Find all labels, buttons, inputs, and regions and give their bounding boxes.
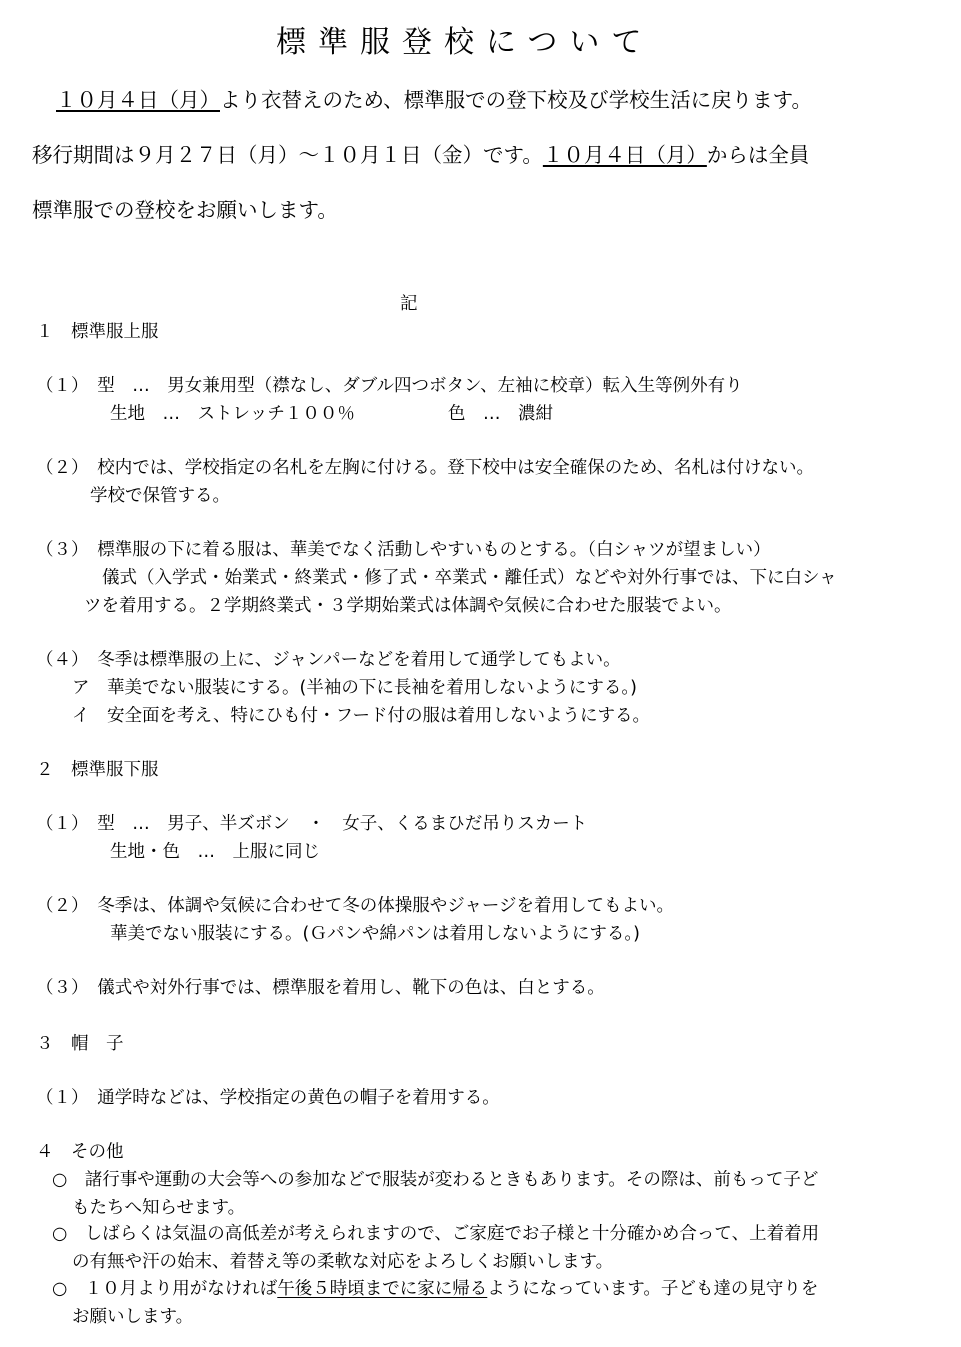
item-4-3-line-1 — [52, 1281, 818, 1299]
section-heading-4: ４ その他 — [36, 1142, 124, 1162]
item-3-1-line-1: （１） 通学時などは、学校指定の黄色の帽子を着用する。 — [36, 1088, 500, 1108]
item-1-3-line-3: ツを着用する。２学期終業式・３学期始業式は体調や気候に合わせた服装でよい。 — [84, 596, 732, 616]
item-4-3-after: ようになっています。子ども達の見守りを — [487, 1279, 819, 1299]
item-4-3-underlined: 午後５時頃までに家に帰る — [277, 1279, 488, 1299]
intro-line-3: 標準服での登校をお願いします。 — [32, 198, 338, 222]
item-2-2-line-2: 華美でない服装にする。(Ｇパンや綿パンは着用しないようにする。) — [110, 924, 640, 944]
page-title: 標準服登校について — [276, 25, 654, 60]
intro-line-2-before: 移行期間は９月２７日（月）～１０月１日（金）です。 — [32, 143, 543, 167]
item-4-3-line-2: お願いします。 — [72, 1307, 194, 1327]
section-heading-1: １ 標準服上服 — [36, 322, 159, 342]
item-1-4-line-3: イ 安全面を考え、特にひも付・フード付の服は着用しないようにする。 — [72, 706, 651, 726]
section-heading-3: ３ 帽 子 — [36, 1034, 124, 1054]
item-2-1-line-1: （１） 型 … 男子、半ズボン ・ 女子、くるまひだ吊りスカート — [36, 814, 588, 834]
section-heading-2: ２ 標準服下服 — [36, 760, 159, 780]
intro-date-1: １０月４日（月） — [56, 88, 220, 112]
item-1-2-line-2: 学校で保管する。 — [90, 486, 230, 506]
ki-label: 記 — [400, 294, 418, 314]
item-1-4-line-2: ア 華美でない服装にする。(半袖の下に長袖を着用しないようにする。) — [72, 678, 637, 698]
intro-line-2 — [32, 145, 809, 166]
item-1-4-line-1: （４） 冬季は標準服の上に、ジャンパーなどを着用して通学してもよい。 — [36, 650, 621, 670]
item-4-2-line-2: の有無や汗の始末、着替え等の柔軟な対応をよろしくお願いします。 — [72, 1252, 614, 1272]
intro-line-2-after: からは全員 — [706, 143, 810, 167]
intro-line-1-text: より衣替えのため、標準服での登下校及び学校生活に戻ります。 — [220, 88, 813, 112]
item-1-1-line-3: 色 … 濃紺 — [448, 404, 553, 424]
item-1-2-line-1: （２） 校内では、学校指定の名札を左胸に付ける。登下校中は安全確保のため、名札は付けない。 — [36, 458, 815, 478]
item-4-3-before: ○ １０月より用がなければ — [52, 1279, 278, 1299]
item-2-3-line-1: （３） 儀式や対外行事では、標準服を着用し、靴下の色は、白とする。 — [36, 978, 605, 998]
item-1-1-line-1: （１） 型 … 男女兼用型（襟なし、ダブル四つボタン、左袖に校章）転入生等例外有り — [36, 376, 743, 396]
item-4-1-line-1: ○ 諸行事や運動の大会等への参加などで服装が変わるときもあります。その際は、前もって子ど — [52, 1170, 819, 1190]
intro-line-1 — [56, 90, 812, 111]
item-4-1-line-2: もたちへ知らせます。 — [72, 1198, 246, 1218]
item-2-2-line-1: （２） 冬季は、体調や気候に合わせて冬の体操服やジャージを着用してもよい。 — [36, 896, 675, 916]
intro-date-2: １０月４日（月） — [542, 143, 707, 167]
item-1-3-line-2: 儀式（入学式・始業式・終業式・修了式・卒業式・離任式）などや対外行事では、下に白シャ — [102, 568, 837, 588]
item-4-2-line-1: ○ しばらくは気温の高低差が考えられますので、ご家庭でお子様と十分確かめ合って、上着着用 — [52, 1224, 820, 1244]
item-1-1-line-2: 生地 … ストレッチ１００％ — [110, 404, 355, 424]
item-1-3-line-1: （３） 標準服の下に着る服は、華美でなく活動しやすいものとする。（白シャツが望ましい） — [36, 540, 771, 560]
item-2-1-line-2: 生地・色 … 上服に同じ — [110, 842, 320, 862]
